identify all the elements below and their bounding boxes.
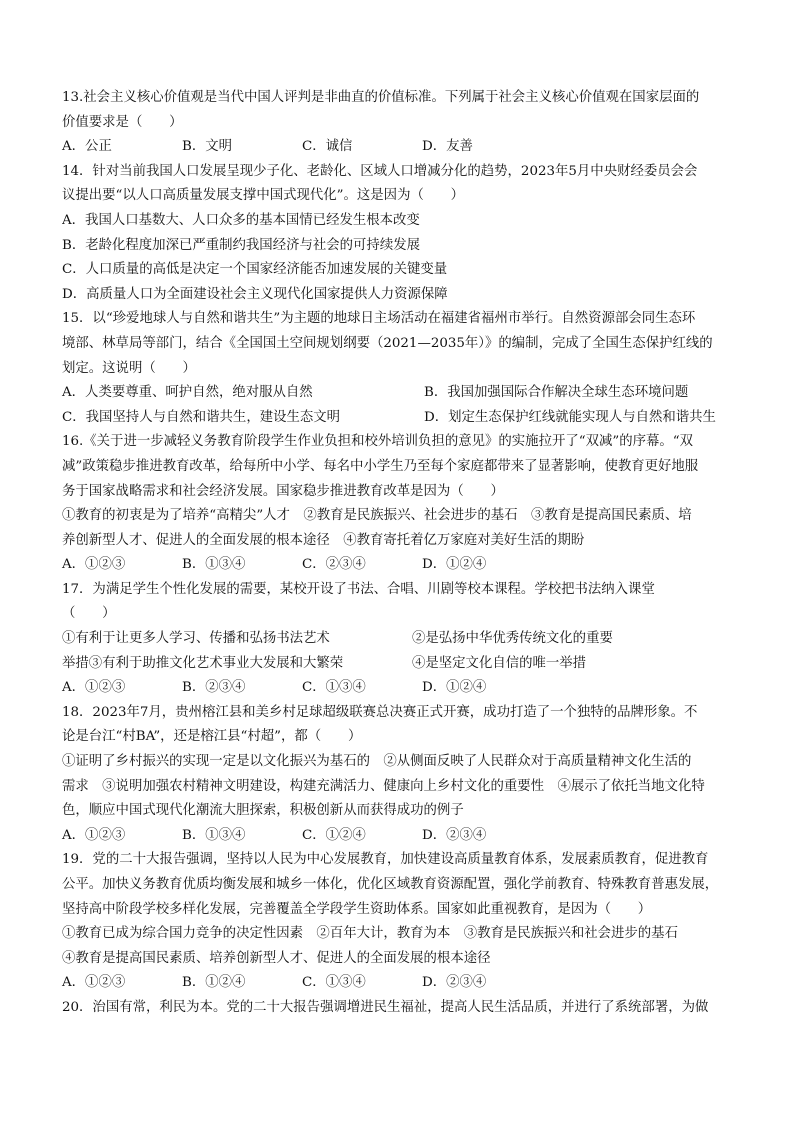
answer-options (62, 676, 742, 701)
statement-text: ①教育的初衷是为了培养“高精尖”人才 ②教育是民族振兴、社会进步的基石 ③教育是提高国民素质、培 (62, 508, 692, 524)
option-d: D．高质量人口为全面建设社会主义现代化国家提供人力资源保障 (62, 286, 448, 302)
question-text: 16.《关于进一步减轻义务教育阶段学生作业负担和校外培训负担的意见》的实施拉开了“双减”的序幕。“双 (62, 434, 694, 450)
question-text: （ ） (62, 606, 116, 622)
option-d: D．友善 (422, 139, 473, 155)
question-text: 价值要求是（ ） (62, 114, 183, 130)
question-20 (62, 996, 742, 1021)
option-c: C．①③④ (302, 680, 366, 696)
option-a: A．①②③ (62, 557, 126, 573)
question-text: 公平。加快义务教育优质均衡发展和城乡一体化，优化区域教育资源配置，强化学前教育、特殊教育普惠发展， (62, 877, 719, 892)
question-16 (62, 430, 742, 578)
option-c: C．①②④ (302, 827, 366, 843)
question-text: 务于国家战略需求和社会经济发展。国家稳步推进教育改革是因为（ ） (62, 483, 504, 499)
option-b: B．文明 (182, 139, 233, 155)
statement-row (62, 627, 742, 652)
statement-text: 色，顺应中国式现代化潮流大胆探索，积极创新从而获得成功的例子 (62, 803, 464, 819)
question-text: 19．党的二十大报告强调，坚持以人民为中心发展教育，加快建设高质量教育体系，发展素质教育，促进教育 (62, 852, 709, 868)
answer-options-row (62, 381, 742, 406)
answer-options (62, 553, 742, 578)
statement-text: ①教育已成为综合国力竞争的决定性因素 ②百年大计，教育为本 ③教育是民族振兴和社会进步的基石 (62, 926, 678, 942)
question-text: 18．2023年7月，贵州榕江县和美乡村足球超级联赛总决赛正式开赛，成功打造了一个独特的品牌形象。不 (62, 704, 698, 720)
statement-text: ①有利于让更多人学习、传播和弘扬书法艺术 (62, 631, 330, 647)
option-a: A．①②③ (62, 827, 126, 843)
question-text: 20．治国有常，利民为本。党的二十大报告强调增进民生福祉，提高人民生活品质，并进行了系统部署，为做 (62, 999, 709, 1015)
question-text: 13.社会主义核心价值观是当代中国人评判是非曲直的价值标准。下列属于社会主义核心价值观在国家层面的 (62, 90, 700, 105)
option-b: B．①③④ (182, 827, 246, 843)
answer-options (62, 971, 742, 996)
option-a: A．①②③ (62, 975, 126, 991)
question-text: 14．针对当前我国人口发展呈现少子化、老龄化、区域人口增减分化的趋势，2023年5月中央财经委员会会 (62, 163, 698, 179)
statement-row (62, 652, 742, 677)
question-17 (62, 578, 742, 701)
question-14 (62, 160, 742, 308)
statement-text: ④是坚定文化自信的唯一举措 (412, 655, 587, 671)
option-d: D．②③④ (422, 975, 487, 991)
option-a: A．①②③ (62, 680, 126, 696)
option-b: B．老龄化程度加深已严重制约我国经济与社会的可持续发展 (62, 237, 420, 253)
option-d: D．②③④ (422, 827, 487, 843)
option-c: C．我国坚持人与自然和谐共生，建设生态文明 (62, 409, 341, 425)
statement-text: 养创新型人才、促进人的全面发展的根本途径 ④教育寄托着亿万家庭对美好生活的期盼 (62, 532, 585, 548)
option-d: D．①②④ (422, 680, 487, 696)
answer-options (62, 824, 742, 849)
option-a: A．人类要尊重、呵护自然，绝对服从自然 (62, 385, 313, 401)
option-b: B．①③④ (182, 557, 246, 573)
option-b: B．①②④ (182, 975, 246, 991)
option-d: D．①②④ (422, 557, 487, 573)
question-18 (62, 701, 742, 849)
option-c: C．人口质量的高低是决定一个国家经济能否加速发展的关键变量 (62, 262, 448, 278)
question-13 (62, 86, 742, 160)
statement-text: 举措③有利于助推文化艺术事业大发展和大繁荣 (62, 655, 344, 671)
question-text: 境部、林草局等部门，结合《全国国土空间规划纲要（2021—2035年）》的编制，完成了全国生态保护红线的 (62, 335, 713, 351)
option-b: B．②③④ (182, 680, 246, 696)
statement-text: 需求 ③说明加强农村精神文明建设，构建充满活力、健康向上乡村文化的重要性 ④展示了依托当地文化特 (62, 778, 705, 794)
question-text: 15．以“珍爱地球人与自然和谐共生”为主题的地球日主场活动在福建省福州市举行。自然资源部会同生态环 (62, 311, 696, 327)
exam-page (62, 86, 742, 1021)
question-text: 划定。这说明（ ） (62, 360, 196, 376)
option-a: A．我国人口基数大、人口众多的基本国情已经发生根本改变 (62, 212, 420, 228)
question-text: 减”政策稳步推进教育改革，给每所中小学、每名中小学生乃至每个家庭都带来了显著影响，使教育更好地服 (62, 458, 699, 474)
statement-text: ①证明了乡村振兴的实现一定是以文化振兴为基石的 ②从侧面反映了人民群众对于高质量精神文化生活的 (62, 754, 692, 770)
statement-text: ④教育是提高国民素质、培养创新型人才、促进人的全面发展的根本途径 (62, 950, 491, 966)
option-c: C．诚信 (302, 139, 353, 155)
option-c: C．②③④ (302, 557, 366, 573)
option-a: A．公正 (62, 139, 112, 155)
question-19 (62, 848, 742, 996)
question-text: 论是台江“村BA”，还是榕江县“村超”，都（ ） (62, 729, 362, 745)
answer-options-row (62, 406, 742, 431)
question-text: 议提出要“以人口高质量发展支撑中国式现代化”。这是因为（ ） (62, 188, 465, 204)
question-text: 17．为满足学生个性化发展的需要，某校开设了书法、合唱、川剧等校本课程。学校把书法纳入课堂 (62, 581, 655, 597)
option-b: B．我国加强国际合作解决全球生态环境问题 (424, 385, 689, 401)
option-c: C．①③④ (302, 975, 366, 991)
question-15 (62, 307, 742, 430)
statement-text: ②是弘扬中华优秀传统文化的重要 (412, 631, 613, 647)
answer-options (62, 135, 742, 160)
option-d: D．划定生态保护红线就能实现人与自然和谐共生 (424, 409, 716, 425)
question-text: 坚持高中阶段学校多样化发展，完善覆盖全学段学生资助体系。国家如此重视教育，是因为（ ） (62, 901, 652, 917)
